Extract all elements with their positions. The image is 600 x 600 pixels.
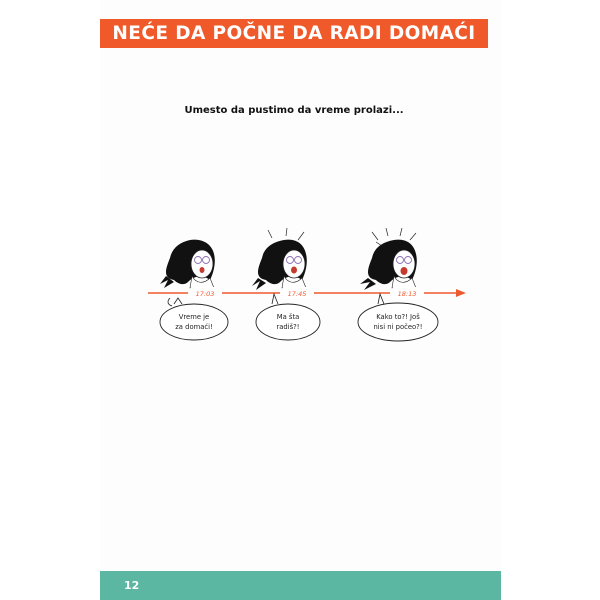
speech-line-3-1: Kako to?! Još — [376, 313, 420, 321]
page-number: 12 — [124, 579, 140, 592]
speech-line-2-2: radiš?! — [276, 323, 300, 331]
speech-bubble-shape-3 — [358, 303, 438, 341]
speech-line-2-1: Ma šta — [276, 313, 300, 321]
woman-figure-1 — [160, 240, 215, 288]
speech-line-1-2: za domaći! — [175, 323, 213, 331]
page-title: NEĆE DA POČNE DA RADI DOMAĆI — [112, 23, 476, 44]
speech-line-3-2: nisi ni počeo?! — [373, 323, 423, 331]
speech-bubble-shape-1 — [160, 304, 228, 340]
subtitle: Umesto da pustimo da vreme prolazi... — [184, 105, 404, 116]
speech-bubble-tail-2 — [272, 294, 278, 304]
frame-2 — [252, 228, 320, 340]
frame-1 — [160, 240, 228, 340]
page — [100, 0, 501, 600]
frame-3 — [358, 228, 438, 341]
timeline-arrow-head — [456, 289, 466, 297]
speech-line-1-1: Vreme je — [178, 313, 210, 321]
speech-bubble-tail-3 — [378, 294, 384, 304]
woman-figure-3 — [360, 228, 417, 290]
time-label-3: 18:13 — [397, 290, 417, 298]
comic-timeline — [144, 228, 474, 348]
speech-bubble-1 — [168, 298, 182, 306]
footer-bar — [100, 571, 501, 600]
speech-bubble-shape-2 — [256, 304, 320, 340]
time-label-2: 17:45 — [287, 290, 307, 298]
woman-figure-2 — [252, 228, 307, 290]
time-label-1: 17:03 — [195, 290, 215, 298]
title-banner — [100, 19, 488, 48]
